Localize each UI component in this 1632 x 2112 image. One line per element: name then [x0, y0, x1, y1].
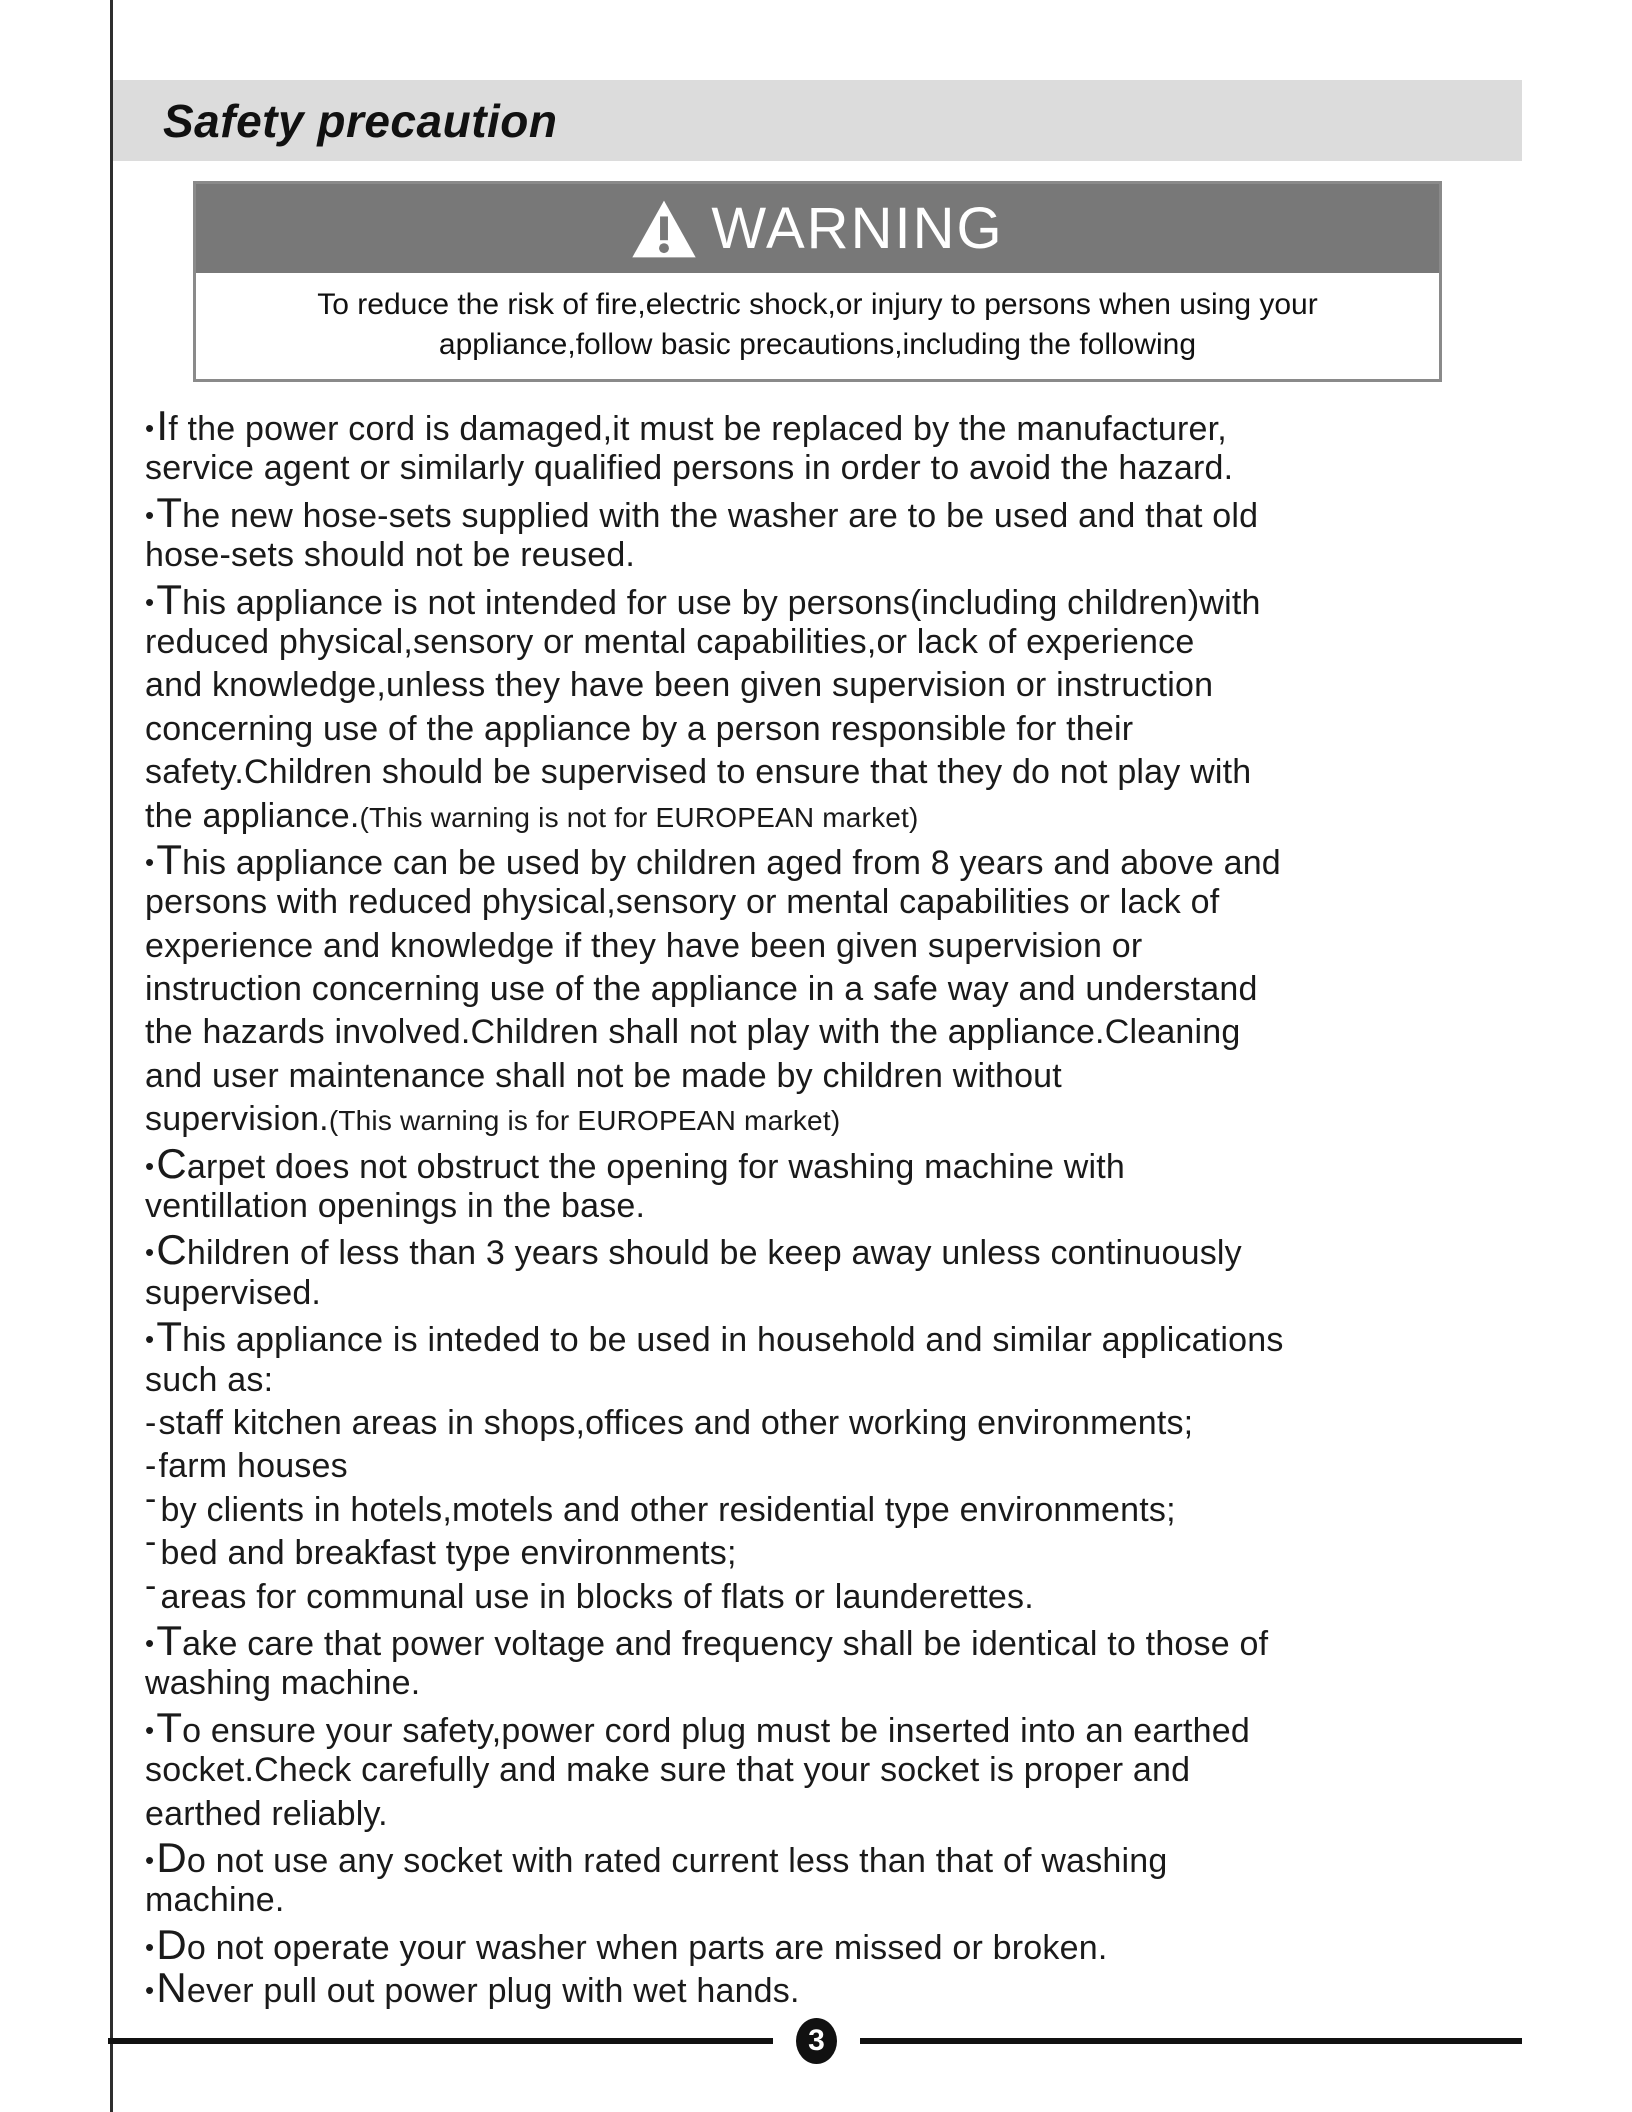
body-line: machine.: [145, 1881, 285, 1920]
page-number-badge: 3: [796, 2018, 837, 2064]
body-line: •Take care that power voltage and frequency shall be identical to those of: [145, 1616, 1269, 1664]
bullet-marker: •: [145, 413, 155, 443]
warning-subtitle-line1: To reduce the risk of fire,electric shock,or injury to persons when using your: [317, 288, 1318, 321]
page-left-rule: [110, 0, 113, 2112]
bullet-marker: •: [145, 846, 155, 877]
body-line: safety.Children should be supervised to ensure that they do not play with: [145, 753, 1252, 792]
body-line: experience and knowledge if they have been given supervision or: [145, 926, 1143, 965]
bullet-marker: •: [145, 499, 155, 530]
body-line: •Do not operate your washer when parts are missed or broken.: [145, 1920, 1108, 1968]
bullet-marker: •: [145, 1931, 155, 1962]
body-line: the hazards involved.Children shall not play with the appliance.Cleaning: [145, 1013, 1241, 1052]
body-line: persons with reduced physical,sensory or mental capabilities or lack of: [145, 883, 1220, 922]
warning-title: WARNING: [711, 195, 1004, 261]
body-line: washing machine.: [145, 1664, 421, 1703]
section-header-bar: [113, 80, 1522, 161]
raised-dash-marker: -: [145, 1566, 157, 1605]
body-line: •Children of less than 3 years should be keep away unless continuously: [145, 1226, 1242, 1274]
dash-marker: -: [145, 1403, 157, 1442]
body-line: ventillation openings in the base.: [145, 1187, 646, 1226]
body-line: •Carpet does not obstruct the opening for washing machine with: [145, 1139, 1125, 1187]
bullet-marker: •: [145, 1627, 155, 1658]
bullet-marker: •: [145, 1714, 155, 1745]
body-line: such as:: [145, 1360, 274, 1399]
body-line: and user maintenance shall not be made by children without: [145, 1056, 1062, 1095]
body-line: supervised.: [145, 1273, 322, 1312]
raised-dash-marker: -: [145, 1479, 157, 1518]
raised-dash-marker: -: [145, 1523, 157, 1562]
bullet-marker: •: [145, 1975, 155, 2006]
body-line: •This appliance is inteded to be used in household and similar applications: [145, 1313, 1284, 1361]
warning-box: [193, 181, 1442, 382]
bullet-marker: •: [145, 586, 155, 617]
bullet-marker: •: [145, 1324, 155, 1355]
bullet-marker: •: [145, 1844, 155, 1875]
page-title: Safety precaution: [163, 94, 558, 147]
bullet-marker: •: [145, 1237, 155, 1268]
body-line: •Never pull out power plug with wet hands.: [145, 1964, 800, 2012]
dash-marker: -: [145, 1447, 157, 1486]
safety-precautions-list: [145, 402, 1495, 2012]
body-line: supervision.(This warning is for EUROPEAN market): [145, 1100, 841, 1139]
body-line: -farm houses: [145, 1447, 348, 1486]
body-line: and knowledge,unless they have been given supervision or instruction: [145, 666, 1214, 705]
body-line: earthed reliably.: [145, 1794, 388, 1833]
footer-rule-left: [108, 2038, 773, 2044]
body-line: - by clients in hotels,motels and other residential type environments;: [145, 1479, 1176, 1529]
warning-banner: [196, 184, 1439, 273]
body-line: concerning use of the appliance by a person responsible for their: [145, 709, 1134, 748]
market-note: (This warning is not for EUROPEAN market): [359, 801, 919, 833]
body-line: •This appliance is not intended for use by persons(including children)with: [145, 575, 1261, 623]
body-line: •If the power cord is damaged,it must be replaced by the manufacturer,: [145, 402, 1227, 449]
body-line: •To ensure your safety,power cord plug must be inserted into an earthed: [145, 1703, 1250, 1751]
body-line: -staff kitchen areas in shops,offices and other working environments;: [145, 1403, 1194, 1442]
bullet-marker: •: [145, 1150, 155, 1181]
warning-subtitle: [196, 273, 1439, 379]
market-note: (This warning is for EUROPEAN market): [328, 1105, 841, 1137]
warning-subtitle-line2: appliance,follow basic precautions,including the following: [438, 328, 1197, 361]
body-line: - areas for communal use in blocks of flats or launderettes.: [145, 1566, 1034, 1616]
body-line: hose-sets should not be reused.: [145, 536, 636, 575]
body-line: reduced physical,sensory or mental capabilities,or lack of experience: [145, 622, 1195, 661]
page-footer: [108, 2018, 1522, 2064]
warning-triangle-icon: [631, 199, 697, 259]
body-line: service agent or similarly qualified persons in order to avoid the hazard.: [145, 449, 1234, 488]
body-line: •The new hose-sets supplied with the washer are to be used and that old: [145, 488, 1259, 536]
body-line: •This appliance can be used by children aged from 8 years and above and: [145, 835, 1281, 883]
body-line: •Do not use any socket with rated current less than that of washing: [145, 1833, 1168, 1881]
body-line: socket.Check carefully and make sure that your socket is proper and: [145, 1751, 1191, 1790]
footer-rule-right: [860, 2038, 1522, 2044]
body-line: - bed and breakfast type environments;: [145, 1523, 737, 1573]
body-line: instruction concerning use of the appliance in a safe way and understand: [145, 970, 1258, 1009]
body-line: the appliance.(This warning is not for EUROPEAN market): [145, 796, 919, 835]
